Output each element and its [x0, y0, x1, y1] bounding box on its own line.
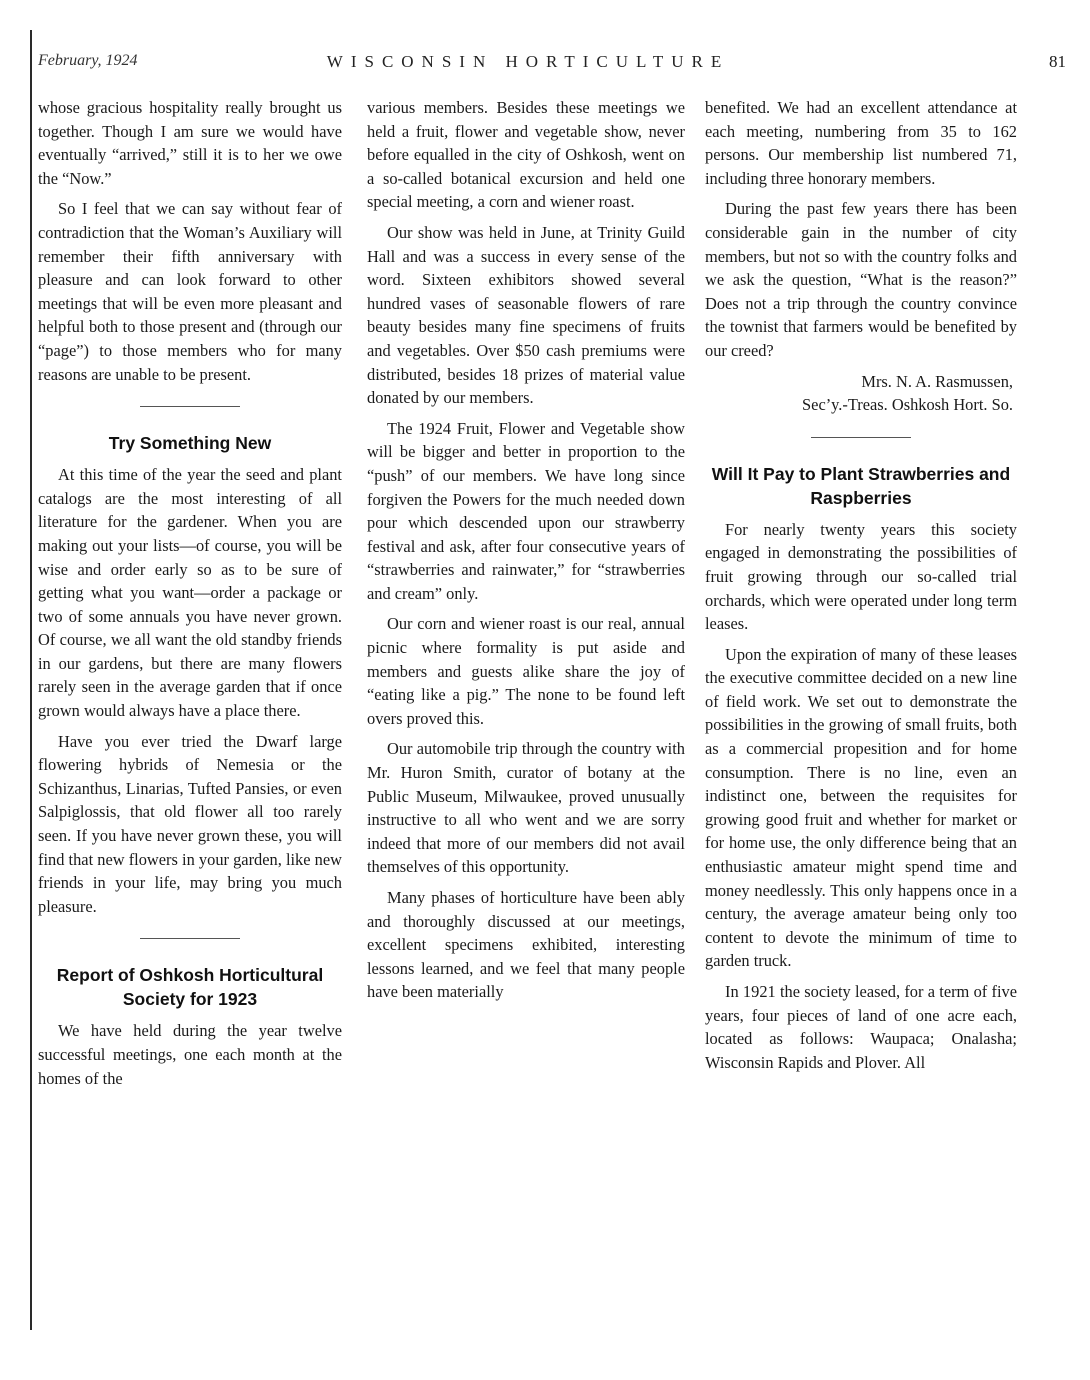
paragraph: Our automobile trip through the country with Mr. Huron Smith, curator of botany at the Public Museum, Milwaukee, proved unusually instructive to all who went and we are sorry indeed that more of our members did not avail themselves of this opportunity.	[367, 739, 685, 877]
section-divider	[140, 406, 240, 407]
section-divider	[811, 437, 911, 438]
paragraph: whose gracious hospitality really brought us together. Though I am sure we would have eventually “arrived,” still it is to her we owe the “Now.”	[38, 98, 342, 188]
section-divider	[140, 938, 240, 939]
page-number: 81	[1049, 52, 1066, 71]
issue-date: February, 1924	[38, 52, 138, 69]
paragraph: Many phases of horticulture have been ably and thoroughly discussed at our meetings, excellent specimens exhibited, interesting lessons learned, and we feel that many people have been materially	[367, 888, 685, 1002]
paragraph: Have you ever tried the Dwarf large flowering hybrids of Nemesia or the Schizanthus, Linarias, Tufted Pansies, or even Salpiglossis, that old flower all too rarely seen. If you have never grown these, you will find that new flowers in your garden, like new friends in your life, may bring you much pleasure.	[38, 731, 342, 916]
left-margin-rule	[30, 30, 32, 1330]
article-heading-oshkosh-report: Report of Oshkosh Horticultural Society for 1923	[56, 965, 324, 1010]
paragraph: benefited. We had an excellent attendance at each meeting, numbering from 35 to 162 persons. Our membership list numbered 71, including three honorary members.	[705, 98, 1017, 188]
column-2	[367, 96, 685, 1011]
paragraph: For nearly twenty years this society engaged in demonstrating the possibilities of fruit growing through our so-called trial orchards, which were operated under long term leases.	[705, 519, 1017, 634]
paragraph: The 1924 Fruit, Flower and Vegetable show will be bigger and better in proportion to the “push” of our members. We have long since forgiven the Powers for the much needed down pour which descended upon our strawberry festival and ask, after four consecutive years of “strawberries and rainwater,” for “strawberries and cream” only.	[367, 418, 685, 603]
paragraph: At this time of the year the seed and plant catalogs are the most interesting of all literature for the gardener. When you are making out your lists—of course, you will be wise and order early so as to be sure of getting what you want—order a package or two of some annuals you have never grown. Of course, we all want the old standby friends in our gardens, but there are many flowers rarely seen in the average garden that if once grown would always have a place there.	[38, 465, 342, 721]
signature-block	[705, 370, 1017, 417]
page-header	[38, 52, 1066, 78]
paragraph: Our show was held in June, at Trinity Guild Hall and was a success in every sense of the word. Sixteen exhibitors showed several hundred vases of seasonable flowers of rare beauty besides many fine specimens of fruits and vegetables. Over $50 cash premiums were distributed, besides 18 prizes of material value donated by our members.	[367, 222, 685, 408]
paragraph: We have held during the year twelve successful meetings, one each month at the homes of the	[38, 1021, 342, 1088]
paragraph: various members. Besides these meetings we held a fruit, flower and vegetable show, never before equalled in the city of Oshkosh, went on a so-called botanical excursion and held one special meeting, a corn and wiener roast.	[367, 98, 685, 212]
paragraph: So I feel that we can say without fear of contradiction that the Woman’s Auxiliary will remember their fifth anniversary with pleasure and can look forward to other meetings that will be even more pleasant and helpful both to those present and (through our “page”) to those members who for many reasons are unable to be present.	[38, 199, 342, 384]
paragraph: In 1921 the society leased, for a term of five years, four pieces of land of one acre each, located as follows: Waupaca; Onalasha; Wisconsin Rapids and Plover. All	[705, 982, 1017, 1072]
paragraph: During the past few years there has been considerable gain in the number of city members, but not so with the country folks and we ask the question, “What is the reason?” Does not a trip through the country convince the townist that farmers would be benefited by our creed?	[705, 199, 1017, 360]
journal-title: WISCONSIN HORTICULTURE	[326, 52, 730, 71]
signature-name: Mrs. N. A. Rasmussen,	[861, 371, 1013, 391]
column-3	[705, 96, 1017, 1081]
paragraph: Upon the expiration of many of these leases the executive committee decided on a new line of field work. We set out to demonstrate the possibilities in the growing of small fruits, both as a commercial propesition and for home consumption. There is no line, even an indistinct one, between the requisites for growing good fruit and whether for market or for home use, the only difference being that an enthusiastic amateur might spend time and money needlessly. This only happens once in a century, the average amateur being only too content to devote the minimum of time to garden truck.	[705, 644, 1017, 971]
article-heading-try-something-new: Try Something New	[108, 433, 272, 454]
column-1	[38, 96, 342, 1097]
signature-title: Sec’y.-Treas. Oshkosh Hort. So.	[802, 395, 1013, 415]
article-heading-strawberries: Will It Pay to Plant Strawberries and Raspberries	[711, 463, 1011, 508]
paragraph: Our corn and wiener roast is our real, annual picnic where formality is put aside and members and guests alike share the joy of “eating like a pig.” The none to be found left overs proved this.	[367, 614, 685, 728]
